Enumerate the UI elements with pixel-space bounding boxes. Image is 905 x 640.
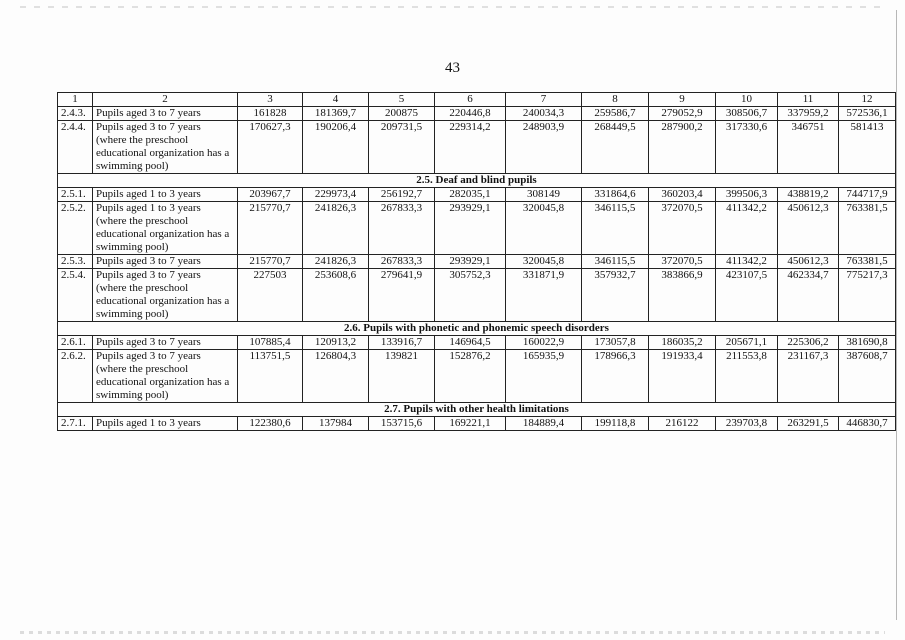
header-cell: 8: [582, 93, 649, 107]
value-cell: 205671,1: [716, 336, 778, 350]
value-cell: 153715,6: [369, 417, 435, 431]
value-cell: 133916,7: [369, 336, 435, 350]
value-cell: 381690,8: [839, 336, 896, 350]
value-cell: 331871,9: [506, 269, 582, 322]
value-cell: 126804,3: [303, 350, 369, 403]
row-code: 2.7.1.: [58, 417, 93, 431]
row-label: Pupils aged 3 to 7 years: [93, 255, 238, 269]
page-number: 43: [445, 60, 460, 76]
header-cell: 7: [506, 93, 582, 107]
row-code: 2.5.3.: [58, 255, 93, 269]
value-cell: 305752,3: [435, 269, 506, 322]
value-cell: 263291,5: [778, 417, 839, 431]
rates-table: [57, 92, 896, 431]
value-cell: 173057,8: [582, 336, 649, 350]
table-row: [58, 269, 896, 322]
value-cell: 169221,1: [435, 417, 506, 431]
value-cell: 239703,8: [716, 417, 778, 431]
section-title: 2.5. Deaf and blind pupils: [58, 174, 896, 188]
value-cell: 282035,1: [435, 188, 506, 202]
value-cell: 744717,9: [839, 188, 896, 202]
row-code: 2.4.4.: [58, 121, 93, 174]
value-cell: 231167,3: [778, 350, 839, 403]
table-row: [58, 202, 896, 255]
value-cell: 200875: [369, 107, 435, 121]
row-code: 2.5.4.: [58, 269, 93, 322]
value-cell: 229314,2: [435, 121, 506, 174]
value-cell: 317330,6: [716, 121, 778, 174]
value-cell: 572536,1: [839, 107, 896, 121]
value-cell: 360203,4: [649, 188, 716, 202]
value-cell: 165935,9: [506, 350, 582, 403]
row-code: 2.6.1.: [58, 336, 93, 350]
value-cell: 216122: [649, 417, 716, 431]
value-cell: 775217,3: [839, 269, 896, 322]
value-cell: 139821: [369, 350, 435, 403]
value-cell: 331864,6: [582, 188, 649, 202]
value-cell: 308149: [506, 188, 582, 202]
section-row: [58, 174, 896, 188]
value-cell: 411342,2: [716, 202, 778, 255]
header-cell: 3: [238, 93, 303, 107]
row-code: 2.6.2.: [58, 350, 93, 403]
table-row: [58, 255, 896, 269]
value-cell: 229973,4: [303, 188, 369, 202]
value-cell: 450612,3: [778, 202, 839, 255]
row-label: Pupils aged 1 to 3 years: [93, 417, 238, 431]
value-cell: 383866,9: [649, 269, 716, 322]
scan-edge-right: [896, 10, 897, 620]
value-cell: 199118,8: [582, 417, 649, 431]
value-cell: 293929,1: [435, 202, 506, 255]
value-cell: 279641,9: [369, 269, 435, 322]
value-cell: 146964,5: [435, 336, 506, 350]
value-cell: 346115,5: [582, 255, 649, 269]
table-row: [58, 336, 896, 350]
value-cell: 259586,7: [582, 107, 649, 121]
value-cell: 184889,4: [506, 417, 582, 431]
row-label: Pupils aged 3 to 7 years (where the preschool educational organization has a swimming pool): [93, 350, 238, 403]
row-code: 2.5.1.: [58, 188, 93, 202]
value-cell: 186035,2: [649, 336, 716, 350]
value-cell: 346115,5: [582, 202, 649, 255]
value-cell: 215770,7: [238, 255, 303, 269]
value-cell: 191933,4: [649, 350, 716, 403]
value-cell: 287900,2: [649, 121, 716, 174]
value-cell: 438819,2: [778, 188, 839, 202]
value-cell: 211553,8: [716, 350, 778, 403]
row-label: Pupils aged 3 to 7 years: [93, 107, 238, 121]
value-cell: 209731,5: [369, 121, 435, 174]
value-cell: 357932,7: [582, 269, 649, 322]
header-cell: 9: [649, 93, 716, 107]
value-cell: 161828: [238, 107, 303, 121]
header-cell: 12: [839, 93, 896, 107]
header-cell: 5: [369, 93, 435, 107]
row-label: Pupils aged 3 to 7 years (where the preschool educational organization has a swimming pool): [93, 121, 238, 174]
value-cell: 763381,5: [839, 255, 896, 269]
value-cell: 170627,3: [238, 121, 303, 174]
row-code: 2.4.3.: [58, 107, 93, 121]
value-cell: 450612,3: [778, 255, 839, 269]
value-cell: 462334,7: [778, 269, 839, 322]
header-row: [58, 93, 896, 107]
table-row: [58, 107, 896, 121]
value-cell: 152876,2: [435, 350, 506, 403]
value-cell: 227503: [238, 269, 303, 322]
table-row: [58, 417, 896, 431]
value-cell: 178966,3: [582, 350, 649, 403]
value-cell: 372070,5: [649, 255, 716, 269]
value-cell: 137984: [303, 417, 369, 431]
value-cell: 279052,9: [649, 107, 716, 121]
value-cell: 372070,5: [649, 202, 716, 255]
row-label: Pupils aged 3 to 7 years: [93, 336, 238, 350]
table-row: [58, 350, 896, 403]
value-cell: 337959,2: [778, 107, 839, 121]
value-cell: 215770,7: [238, 202, 303, 255]
value-cell: 308506,7: [716, 107, 778, 121]
value-cell: 225306,2: [778, 336, 839, 350]
value-cell: 122380,6: [238, 417, 303, 431]
header-cell: 11: [778, 93, 839, 107]
value-cell: 253608,6: [303, 269, 369, 322]
value-cell: 581413: [839, 121, 896, 174]
value-cell: 346751: [778, 121, 839, 174]
value-cell: 120913,2: [303, 336, 369, 350]
table-row: [58, 188, 896, 202]
row-label: Pupils aged 3 to 7 years (where the preschool educational organization has a swimming pool): [93, 269, 238, 322]
value-cell: 411342,2: [716, 255, 778, 269]
value-cell: 113751,5: [238, 350, 303, 403]
section-title: 2.7. Pupils with other health limitations: [58, 403, 896, 417]
value-cell: 267833,3: [369, 255, 435, 269]
value-cell: 181369,7: [303, 107, 369, 121]
row-label: Pupils aged 1 to 3 years: [93, 188, 238, 202]
value-cell: 387608,7: [839, 350, 896, 403]
header-cell: 1: [58, 93, 93, 107]
value-cell: 268449,5: [582, 121, 649, 174]
header-cell: 4: [303, 93, 369, 107]
value-cell: 190206,4: [303, 121, 369, 174]
value-cell: 220446,8: [435, 107, 506, 121]
value-cell: 320045,8: [506, 255, 582, 269]
scan-edge-bottom: [20, 631, 885, 634]
value-cell: 107885,4: [238, 336, 303, 350]
value-cell: 423107,5: [716, 269, 778, 322]
value-cell: 248903,9: [506, 121, 582, 174]
row-label: Pupils aged 1 to 3 years (where the preschool educational organization has a swimming pool): [93, 202, 238, 255]
value-cell: 241826,3: [303, 255, 369, 269]
header-cell: 10: [716, 93, 778, 107]
value-cell: 240034,3: [506, 107, 582, 121]
value-cell: 160022,9: [506, 336, 582, 350]
value-cell: 320045,8: [506, 202, 582, 255]
table-row: [58, 121, 896, 174]
header-cell: 2: [93, 93, 238, 107]
value-cell: 241826,3: [303, 202, 369, 255]
header-cell: 6: [435, 93, 506, 107]
value-cell: 763381,5: [839, 202, 896, 255]
table-body: [58, 93, 896, 431]
value-cell: 446830,7: [839, 417, 896, 431]
scan-edge-top: [20, 6, 885, 8]
value-cell: 293929,1: [435, 255, 506, 269]
row-code: 2.5.2.: [58, 202, 93, 255]
section-row: [58, 403, 896, 417]
section-title: 2.6. Pupils with phonetic and phonemic speech disorders: [58, 322, 896, 336]
value-cell: 256192,7: [369, 188, 435, 202]
value-cell: 267833,3: [369, 202, 435, 255]
value-cell: 203967,7: [238, 188, 303, 202]
value-cell: 399506,3: [716, 188, 778, 202]
section-row: [58, 322, 896, 336]
